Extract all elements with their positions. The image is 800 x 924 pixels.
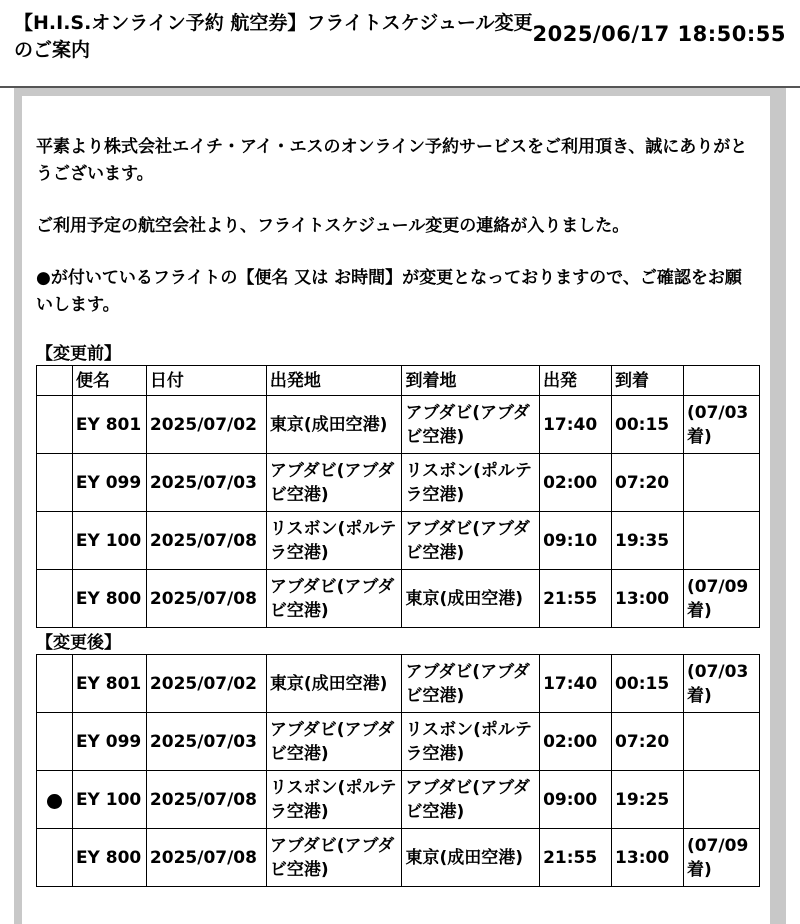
flight-number-cell: EY 099: [72, 454, 146, 512]
flight-date-cell: 2025/07/03: [146, 713, 266, 771]
arrival-time-cell: 07:20: [612, 454, 684, 512]
arrival-time-cell: 00:15: [612, 396, 684, 454]
change-mark-cell: [37, 829, 73, 887]
change-mark-cell: [37, 570, 73, 628]
arrival-note-cell: (07/09着): [683, 829, 759, 887]
header-note: [683, 366, 759, 396]
table-row: [37, 829, 760, 887]
flight-number-cell: EY 800: [72, 829, 146, 887]
before-change-table: [36, 365, 760, 628]
flight-number-cell: EY 801: [72, 396, 146, 454]
arrival-note-cell: [683, 713, 759, 771]
header-mark: [37, 366, 73, 396]
table-row: [37, 512, 760, 570]
flight-number-cell: EY 800: [72, 570, 146, 628]
departure-time-cell: 21:55: [540, 570, 612, 628]
email-datetime: 2025/06/17 18:50:55: [532, 22, 786, 46]
destination-cell: アブダビ(アブダビ空港): [402, 512, 540, 570]
header-destination: 到着地: [402, 366, 540, 396]
header-date: 日付: [146, 366, 266, 396]
flight-number-cell: EY 100: [72, 512, 146, 570]
after-change-table: [36, 654, 760, 887]
before-table-body: [37, 396, 760, 628]
instruction-paragraph: ●が付いているフライトの【便名 又は お時間】が変更となっておりますので、ご確認をお願いします。: [36, 268, 742, 315]
header-departure: 出発: [540, 366, 612, 396]
change-mark-cell: [37, 771, 73, 829]
flight-date-cell: 2025/07/02: [146, 655, 266, 713]
origin-cell: アブダビ(アブダビ空港): [266, 570, 402, 628]
arrival-time-cell: 13:00: [612, 829, 684, 887]
header-origin: 出発地: [266, 366, 402, 396]
flight-date-cell: 2025/07/08: [146, 771, 266, 829]
arrival-note-cell: (07/03着): [683, 655, 759, 713]
departure-time-cell: 17:40: [540, 396, 612, 454]
change-mark-cell: [37, 396, 73, 454]
arrival-note-cell: [683, 454, 759, 512]
arrival-note-cell: (07/03着): [683, 396, 759, 454]
table-row: [37, 396, 760, 454]
origin-cell: リスボン(ポルテラ空港): [266, 771, 402, 829]
header-arrival: 到着: [612, 366, 684, 396]
destination-cell: アブダビ(アブダビ空港): [402, 396, 540, 454]
flight-number-cell: EY 801: [72, 655, 146, 713]
departure-time-cell: 21:55: [540, 829, 612, 887]
flight-number-cell: EY 099: [72, 713, 146, 771]
change-mark-cell: [37, 713, 73, 771]
flight-date-cell: 2025/07/03: [146, 454, 266, 512]
change-mark-cell: [37, 454, 73, 512]
notice-paragraph: ご利用予定の航空会社より、フライトスケジュール変更の連絡が入りました。: [36, 216, 630, 236]
change-indicator-icon: [47, 794, 62, 809]
email-body[interactable]: [22, 96, 770, 924]
origin-cell: アブダビ(アブダビ空港): [266, 454, 402, 512]
departure-time-cell: 09:00: [540, 771, 612, 829]
header-flight: 便名: [72, 366, 146, 396]
change-mark-cell: [37, 655, 73, 713]
table-row: [37, 454, 760, 512]
origin-cell: アブダビ(アブダビ空港): [266, 713, 402, 771]
flight-date-cell: 2025/07/02: [146, 396, 266, 454]
origin-cell: アブダビ(アブダビ空港): [266, 829, 402, 887]
destination-cell: リスボン(ポルテラ空港): [402, 454, 540, 512]
table-row: [37, 713, 760, 771]
change-mark-cell: [37, 512, 73, 570]
after-change-label: 【変更後】: [36, 633, 121, 653]
email-body-frame: [14, 88, 786, 924]
table-row: [37, 655, 760, 713]
flight-number-cell: EY 100: [72, 771, 146, 829]
departure-time-cell: 02:00: [540, 713, 612, 771]
origin-cell: 東京(成田空港): [266, 655, 402, 713]
arrival-time-cell: 19:25: [612, 771, 684, 829]
arrival-time-cell: 13:00: [612, 570, 684, 628]
arrival-note-cell: (07/09着): [683, 570, 759, 628]
table-row: [37, 771, 760, 829]
arrival-note-cell: [683, 771, 759, 829]
destination-cell: 東京(成田空港): [402, 570, 540, 628]
greeting-paragraph: 平素より株式会社エイチ・アイ・エスのオンライン予約サービスをご利用頂き、誠にありがとうございます。: [36, 137, 748, 184]
arrival-time-cell: 07:20: [612, 713, 684, 771]
flight-date-cell: 2025/07/08: [146, 829, 266, 887]
flight-date-cell: 2025/07/08: [146, 570, 266, 628]
departure-time-cell: 02:00: [540, 454, 612, 512]
origin-cell: 東京(成田空港): [266, 396, 402, 454]
departure-time-cell: 17:40: [540, 655, 612, 713]
departure-time-cell: 09:10: [540, 512, 612, 570]
origin-cell: リスボン(ポルテラ空港): [266, 512, 402, 570]
destination-cell: 東京(成田空港): [402, 829, 540, 887]
arrival-time-cell: 19:35: [612, 512, 684, 570]
table-header-row: [37, 366, 760, 396]
arrival-note-cell: [683, 512, 759, 570]
email-subject: 【H.I.S.オンライン予約 航空券】フライトスケジュール変更のご案内: [14, 12, 533, 61]
after-table-body: [37, 655, 760, 887]
destination-cell: アブダビ(アブダビ空港): [402, 655, 540, 713]
table-row: [37, 570, 760, 628]
flight-date-cell: 2025/07/08: [146, 512, 266, 570]
destination-cell: アブダビ(アブダビ空港): [402, 771, 540, 829]
destination-cell: リスボン(ポルテラ空港): [402, 713, 540, 771]
email-header: [0, 0, 800, 88]
before-change-label: 【変更前】: [36, 344, 121, 364]
arrival-time-cell: 00:15: [612, 655, 684, 713]
